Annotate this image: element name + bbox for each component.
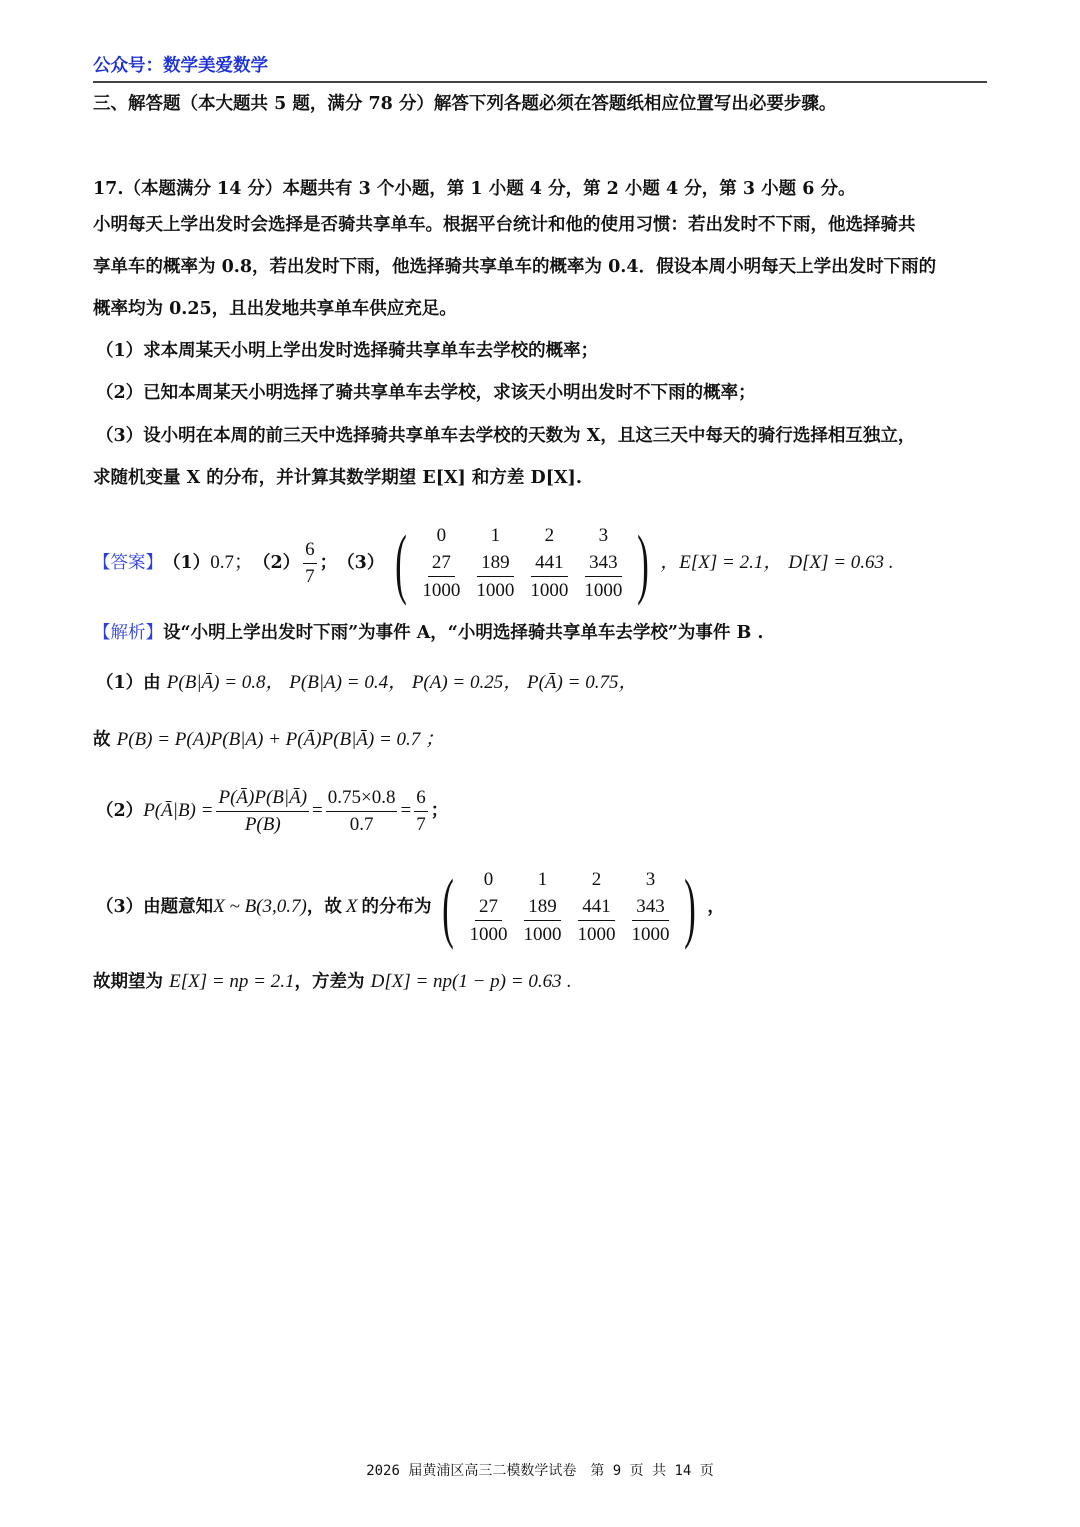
semicolon: ； (430, 801, 449, 821)
distribution-column (422, 522, 460, 604)
denominator: 1000 (476, 580, 515, 601)
answer-part-2-label: （2） (252, 553, 301, 573)
x-value: 0 (483, 869, 494, 890)
distribution-column (523, 866, 561, 948)
numerator: 343 (585, 549, 622, 577)
denominator: 1000 (469, 924, 508, 945)
answer-part-1-value: 0.7； (210, 552, 253, 573)
variance-formula: D[X] = np(1 − p) = 0.63 (370, 971, 562, 992)
numerator: 189 (477, 549, 514, 577)
comma: ， (707, 897, 725, 917)
numerator: 6 (414, 785, 428, 812)
answer-variance: D[X] = 0.63 . (788, 552, 894, 573)
distribution-column (631, 866, 669, 948)
step-2-prefix: （2） (96, 801, 144, 821)
right-paren: ) (637, 519, 650, 606)
answer-part-3-label: （3） (337, 553, 385, 573)
analysis-text: 设“小明上学出发时下雨”为事件 A，“小明选择骑共享单车去学校”为事件 B . (163, 623, 764, 643)
step-3-mid: ，故 (306, 897, 342, 917)
right-paren: ) (684, 863, 697, 950)
step-1 (96, 671, 637, 695)
distribution-column (469, 866, 507, 948)
header-divider (93, 81, 987, 83)
denominator: 1000 (584, 580, 623, 601)
conclusion-prefix: 故期望为 (93, 972, 163, 992)
expectation-formula: E[X] = np = 2.1 (169, 971, 295, 992)
distribution-table (388, 519, 656, 606)
x-value: 3 (645, 869, 656, 890)
numerator: 27 (428, 549, 455, 577)
answer-label: 【答案】 (93, 553, 163, 573)
step-2-fraction (216, 785, 309, 838)
account-header: 公众号：数学美爱数学 (93, 56, 268, 76)
x-value: 0 (436, 525, 447, 546)
numerator: 189 (524, 893, 561, 921)
answer-expectation: ，E[X] = 2.1， (660, 552, 783, 573)
equals: = (400, 800, 412, 821)
step-1-math: P(B|Ā) = 0.8， P(B|A) = 0.4， P(A) = 0.25， P(Ā) = 0.75， (166, 672, 638, 693)
denominator: 1000 (577, 924, 616, 945)
distribution-column (476, 522, 514, 604)
numerator: 27 (475, 893, 502, 921)
distribution-column (577, 866, 615, 948)
denominator: 1000 (631, 924, 670, 945)
denominator: 0.7 (349, 813, 374, 835)
period: . (561, 971, 572, 992)
question-header: 17.（本题满分 14 分）本题共有 3 个小题，第 1 小题 4 分，第 2 小题 4 分，第 3 小题 6 分。 (93, 179, 856, 199)
question-part-2: （2）已知本周某天小明选择了骑共享单车去学校，求该天小明出发时不下雨的概率； (96, 383, 756, 403)
equals: = (312, 800, 323, 821)
x-value: 2 (591, 869, 602, 890)
numerator: 0.75×0.8 (326, 785, 398, 812)
answer-fraction (303, 537, 317, 590)
conclusion-mid: ，方差为 (294, 972, 365, 992)
step-2-fraction (414, 785, 428, 838)
step-2 (96, 780, 448, 842)
numerator: 441 (578, 893, 615, 921)
denominator: 1000 (530, 580, 569, 601)
left-paren: ( (395, 519, 408, 606)
question-stem-line: 小明每天上学出发时会选择是否骑共享单车。根据平台统计和他的使用习惯：若出发时不下雨，他选择骑共 (93, 215, 916, 235)
denominator: 1000 (422, 580, 461, 601)
step-3 (96, 862, 725, 952)
question-stem-line: 享单车的概率为 0.8，若出发时下雨，他选择骑共享单车的概率为 0.4．假设本周小明每天上学出发时下雨的 (93, 257, 937, 277)
conclusion (93, 970, 571, 994)
analysis-label: 【解析】 (93, 623, 163, 643)
numerator: 441 (531, 549, 568, 577)
question-stem-line: 概率均为 0.25，且出发地共享单车供应充足。 (93, 299, 457, 319)
x-value: 1 (490, 525, 501, 546)
numerator: 6 (303, 537, 317, 564)
distribution-column (584, 522, 622, 604)
step-3-suffix: 的分布为 (361, 897, 432, 917)
step-2-fraction (326, 785, 398, 838)
denominator: P(B) (244, 813, 281, 835)
distribution-column (530, 522, 568, 604)
answer-row (93, 518, 894, 608)
variable-x: X (345, 896, 358, 917)
left-paren: ( (442, 863, 455, 950)
x-value: 2 (544, 525, 555, 546)
numerator: P(Ā)P(B|Ā) (216, 785, 309, 812)
step-3-prefix: （3）由题意知 (96, 897, 214, 917)
step-1-result-prefix: 故 (93, 730, 111, 750)
denominator: 1000 (523, 924, 562, 945)
section-title: 三、解答题（本大题共 5 题，满分 78 分）解答下列各题必须在答题纸相应位置写出必要步骤。 (93, 94, 837, 114)
step-2-lhs: P(Ā|B) = (143, 800, 214, 821)
denominator: 7 (305, 565, 315, 587)
analysis-intro (93, 621, 764, 645)
answer-part-1-label: （1） (163, 553, 211, 573)
question-part-3: （3）设小明在本周的前三天中选择骑共享单车去学校的天数为 X，且这三天中每天的骑行选择相互独立， (96, 426, 916, 446)
step-1-result-math: P(B) = P(A)P(B|A) + P(Ā)P(B|Ā) = 0.7 ； (116, 729, 445, 750)
step-1-prefix: （1）由 (96, 673, 161, 693)
x-value: 1 (537, 869, 548, 890)
numerator: 343 (632, 893, 669, 921)
semicolon: ； (319, 553, 338, 573)
question-part-3-cont: 求随机变量 X 的分布，并计算其数学期望 E[X] 和方差 D[X]. (93, 468, 582, 488)
step-3-math: X ~ B(3,0.7) (213, 896, 307, 917)
distribution-table (435, 863, 703, 950)
denominator: 7 (416, 813, 426, 835)
x-value: 3 (598, 525, 609, 546)
question-part-1: （1）求本周某天小明上学出发时选择骑共享单车去学校的概率； (96, 341, 599, 361)
page-footer: 2026 届黄浦区高三二模数学试卷 第 9 页 共 14 页 (366, 1463, 714, 1479)
step-1-result (93, 728, 444, 752)
